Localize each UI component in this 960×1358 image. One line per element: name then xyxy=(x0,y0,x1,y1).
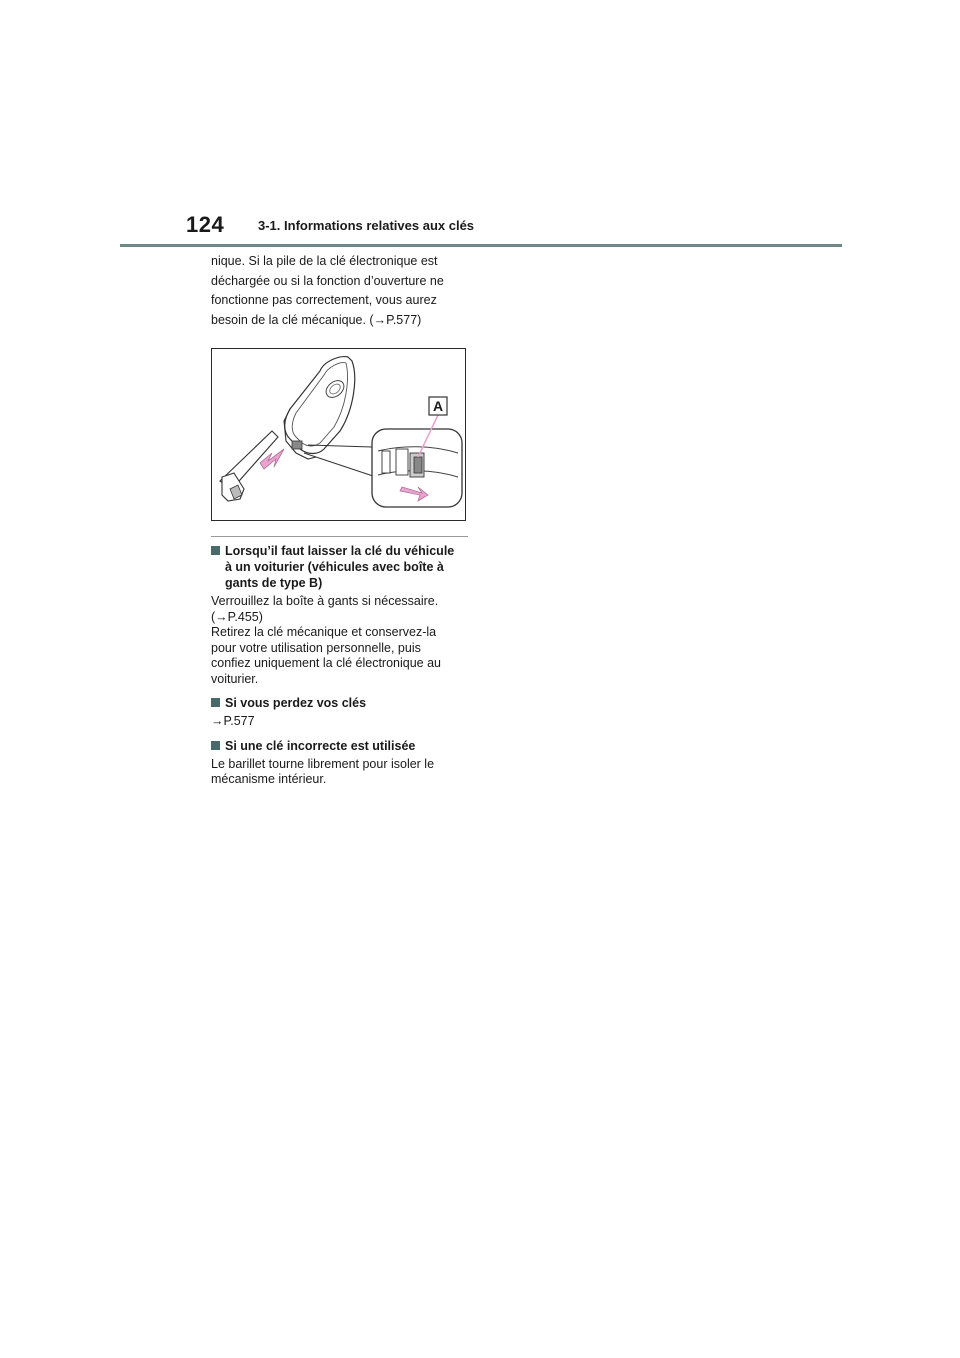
note-heading xyxy=(211,695,473,711)
intro-line: nique. Si la pile de la clé électronique est xyxy=(211,254,438,268)
key-fob xyxy=(284,357,355,459)
note-wrong-key xyxy=(211,738,473,788)
note-heading xyxy=(211,738,473,754)
body-line: Retirez la clé mécanique et conservez-la xyxy=(211,625,437,639)
heading-line: à un voiturier (véhicules avec boîte à xyxy=(225,560,444,574)
note-heading xyxy=(211,543,473,591)
key-illustration xyxy=(211,348,466,521)
body-line: (→P.455) xyxy=(211,609,263,624)
note-valet xyxy=(211,543,473,687)
square-bullet-icon xyxy=(211,741,220,750)
body-line: voiturier. xyxy=(211,671,259,686)
square-bullet-icon xyxy=(211,698,220,707)
intro-line: besoin de la clé mécanique. (→P.577) xyxy=(211,312,422,327)
heading-line: Lorsqu’il faut laisser la clé du véhicule xyxy=(225,544,455,558)
smart-key-drawing xyxy=(212,349,465,520)
page-number: 124 xyxy=(186,212,225,237)
intro-line: fonctionne pas correctement, vous aurez xyxy=(211,293,437,307)
callout-label: A xyxy=(432,398,444,414)
body-line: mécanisme intérieur. xyxy=(211,772,327,786)
body-line: →P.577 xyxy=(211,714,255,728)
note-body xyxy=(211,594,473,687)
body-line: Verrouillez la boîte à gants si nécessaire. xyxy=(211,594,439,608)
body-line: confiez uniquement la clé électronique au xyxy=(211,656,442,670)
intro-paragraph xyxy=(211,252,473,330)
section-title: 3-1. Informations relatives aux clés xyxy=(258,218,475,233)
release-knob-inset xyxy=(372,429,462,507)
note-heading-text: Si une clé incorrecte est utilisée xyxy=(225,738,416,753)
leader-line xyxy=(304,453,376,477)
note-lost-keys xyxy=(211,695,473,730)
square-bullet-icon xyxy=(211,546,220,555)
note-body xyxy=(211,714,473,730)
body-line: pour votre utilisation personnelle, puis xyxy=(211,640,421,655)
note-heading-text xyxy=(225,543,454,591)
note-heading-text: Si vous perdez vos clés xyxy=(225,696,367,710)
note-body xyxy=(211,757,473,788)
main-column xyxy=(211,252,473,788)
mechanical-key xyxy=(220,431,278,501)
figure-divider xyxy=(211,536,468,537)
heading-line: gants de type B) xyxy=(225,576,323,590)
body-line: Le barillet tourne librement pour isoler le xyxy=(211,756,435,771)
intro-line: déchargée ou si la fonction d’ouverture ne xyxy=(211,273,444,288)
header-divider xyxy=(120,244,842,247)
